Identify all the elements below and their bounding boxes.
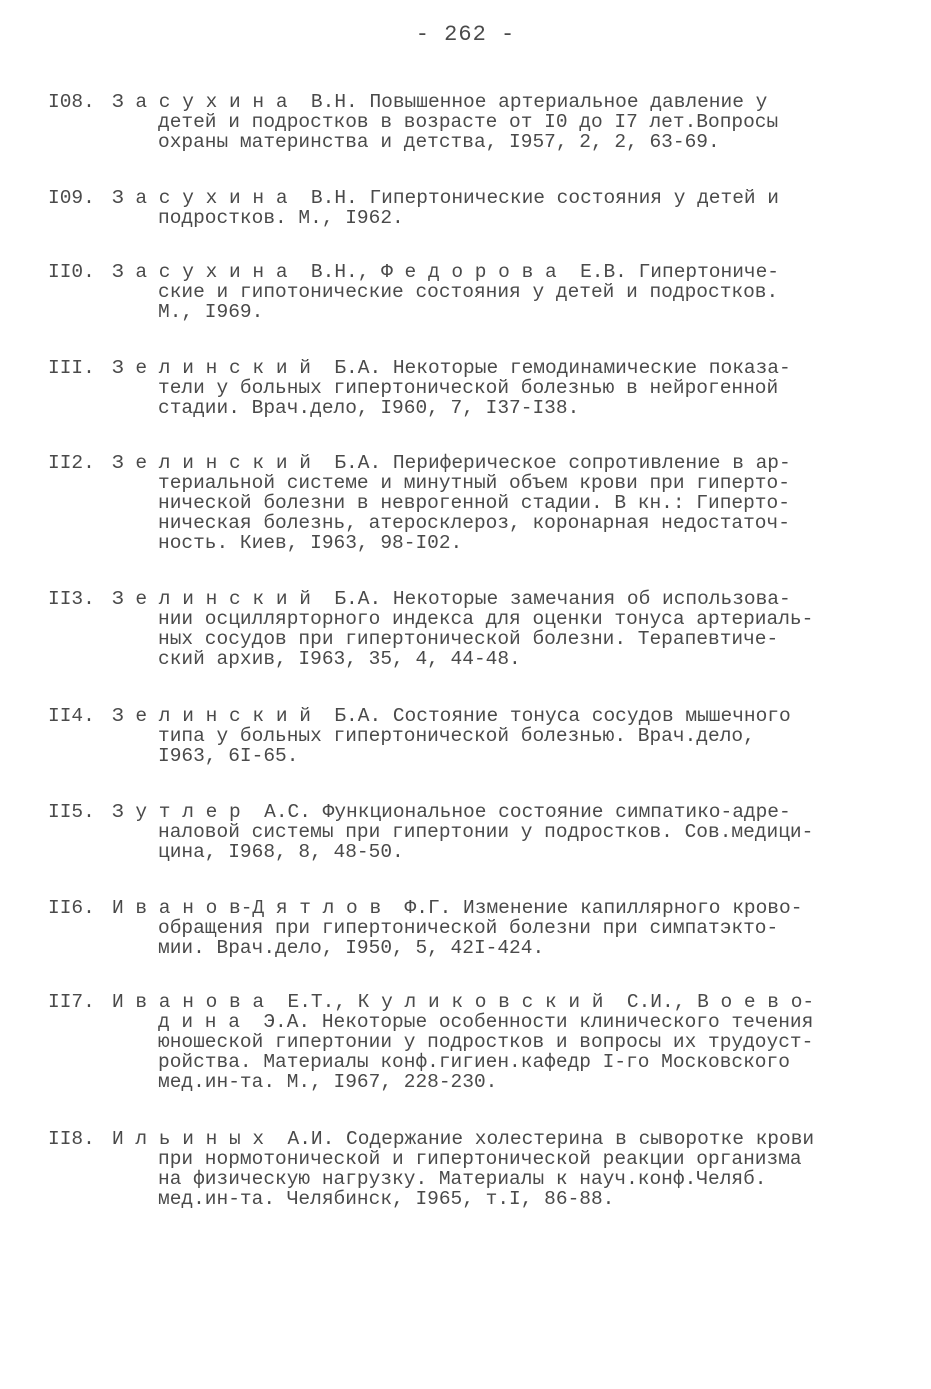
entry-text <box>112 187 893 229</box>
bibliography-entry-117 <box>48 992 893 1092</box>
entry-line: мед.ин-та. М., I967, 228-230. <box>158 1071 498 1093</box>
bibliography-entry-109 <box>48 188 893 228</box>
entry-number: I09. <box>48 187 95 209</box>
entry-line: ские и гипотонические состояния у детей и подростков. <box>158 281 779 303</box>
entry-line: ность. Киев, I963, 98-I02. <box>158 532 463 554</box>
entry-line: З у т л е р А.С. Функциональное состояние симпатико-адре- <box>112 801 791 823</box>
entry-text <box>112 801 893 863</box>
entry-text <box>112 991 893 1093</box>
entry-line: З е л и н с к и й Б.А. Периферическое сопротивление в ар- <box>112 452 791 474</box>
entry-number: II7. <box>48 991 95 1013</box>
entry-number: II6. <box>48 897 95 919</box>
entry-line: детей и подростков в возрасте от I0 до I7 лет.Вопросы <box>158 111 779 133</box>
entry-number: III. <box>48 357 95 379</box>
entry-text <box>112 588 893 670</box>
entry-text <box>112 705 893 767</box>
entry-line: типа у больных гипертонической болезнью. Врач.дело, <box>158 725 755 747</box>
entry-line: З а с у х и н а В.Н. Гипертонические состояния у детей и <box>112 187 780 209</box>
entry-line: I963, 6I-65. <box>158 745 299 767</box>
entry-text <box>112 1128 893 1210</box>
entry-line: на физическую нагрузку. Материалы к науч.конф.Челяб. <box>158 1168 767 1190</box>
entry-number: I08. <box>48 91 95 113</box>
entry-line: наловой системы при гипертонии у подростков. Сов.медици- <box>158 821 814 843</box>
entry-line: З е л и н с к и й Б.А. Некоторые гемодинамические показа- <box>112 357 791 379</box>
page-number: - 262 - <box>415 22 516 47</box>
entry-line: териальной системе и минутный объем крови при гиперто- <box>158 472 790 494</box>
entry-line: ных сосудов при гипертонической болезни. Терапевтиче- <box>158 628 779 650</box>
bibliography-entry-110 <box>48 262 893 322</box>
entry-number: II8. <box>48 1128 95 1150</box>
entry-line: З а с у х и н а В.Н., Ф е д о р о в а Е.В. Гипертониче- <box>112 261 780 283</box>
entry-text <box>112 261 893 323</box>
bibliography-entry-113 <box>48 589 893 669</box>
bibliography-entry-118 <box>48 1129 893 1209</box>
entry-line: стадии. Врач.дело, I960, 7, I37-I38. <box>158 397 580 419</box>
entry-line: юношеской гипертонии у подростков и вопросы их трудоуст- <box>158 1031 814 1053</box>
entry-line: д и н а Э.А. Некоторые особенности клинического течения <box>158 1011 814 1033</box>
entry-line: И в а н о в-Д я т л о в Ф.Г. Изменение капиллярного крово- <box>112 897 803 919</box>
bibliography-entry-108 <box>48 92 893 152</box>
entry-text <box>112 357 893 419</box>
bibliography-entry-116 <box>48 898 893 958</box>
entry-number: II2. <box>48 452 95 474</box>
entry-line: нии осциллярторного индекса для оценки тонуса артериаль- <box>158 608 814 630</box>
bibliography-entry-112 <box>48 453 893 553</box>
entry-number: II3. <box>48 588 95 610</box>
entry-line: мед.ин-та. Челябинск, I965, т.I, 86-88. <box>158 1188 615 1210</box>
entry-number: II5. <box>48 801 95 823</box>
entry-number: II0. <box>48 261 95 283</box>
entry-line: при нормотонической и гипертонической реакции организма <box>158 1148 802 1170</box>
entry-line: тели у больных гипертонической болезнью в нейрогенной <box>158 377 779 399</box>
entry-line: подростков. М., I962. <box>158 207 404 229</box>
entry-line: цина, I968, 8, 48-50. <box>158 841 404 863</box>
entry-line: З е л и н с к и й Б.А. Состояние тонуса сосудов мышечного <box>112 705 791 727</box>
entry-line: ский архив, I963, 35, 4, 44-48. <box>158 648 521 670</box>
bibliography-entry-114 <box>48 706 893 766</box>
bibliography-entry-115 <box>48 802 893 862</box>
entry-line: мии. Врач.дело, I950, 5, 42I-424. <box>158 937 545 959</box>
entry-line: З а с у х и н а В.Н. Повышенное артериальное давление у <box>112 91 768 113</box>
entry-line: М., I969. <box>158 301 264 323</box>
entry-line: ройства. Материалы конф.гигиен.кафедр I-го Московского <box>158 1051 790 1073</box>
entry-text <box>112 897 893 959</box>
entry-number: II4. <box>48 705 95 727</box>
entry-line: И л ь и н ы х А.И. Содержание холестерина в сыворотке крови <box>112 1128 815 1150</box>
entry-text <box>112 91 893 153</box>
entry-text <box>112 452 893 554</box>
entry-line: нической болезни в неврогенной стадии. В кн.: Гиперто- <box>158 492 790 514</box>
entry-line: И в а н о в а Е.Т., К у л и к о в с к и й С.И., В о е в о- <box>112 991 815 1013</box>
entry-line: ническая болезнь, атеросклероз, коронарная недостаточ- <box>158 512 790 534</box>
entry-line: обращения при гипертонической болезни при симпатэкто- <box>158 917 779 939</box>
bibliography-entry-111 <box>48 358 893 418</box>
entry-line: З е л и н с к и й Б.А. Некоторые замечания об использова- <box>112 588 791 610</box>
entry-line: охраны материнства и детства, I957, 2, 2, 63-69. <box>158 131 720 153</box>
